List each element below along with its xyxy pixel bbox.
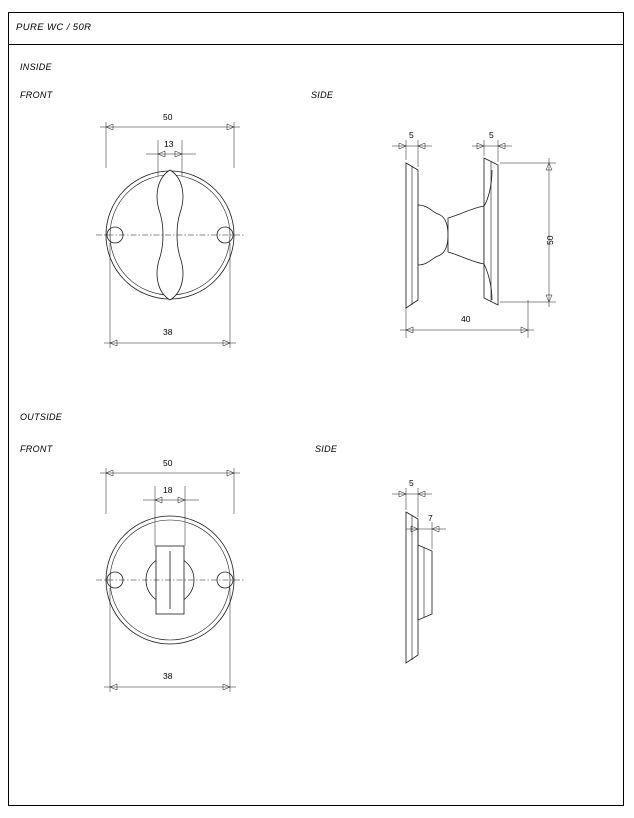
dim-outside-front-inner: 18 — [163, 485, 173, 495]
inside-side-dim-5-right — [472, 140, 512, 162]
dim-inside-front-bolt: 38 — [163, 327, 173, 337]
inside-front-view — [96, 170, 244, 300]
dim-outside-front-outer: 50 — [163, 458, 173, 468]
dim-inside-front-inner: 13 — [164, 139, 174, 149]
dim-inside-side-left-thickness: 5 — [409, 130, 414, 140]
dim-inside-front-outer: 50 — [163, 112, 173, 122]
outside-side-view — [406, 512, 432, 663]
outside-front-view — [96, 516, 244, 644]
outside-side-dim-5 — [392, 488, 432, 517]
dim-inside-side-right-thickness: 5 — [489, 130, 494, 140]
inside-side-view — [406, 158, 498, 308]
view-label-inside-side: SIDE — [311, 90, 334, 100]
drawing-title: PURE WC / 50R — [16, 22, 92, 33]
view-label-inside-front: FRONT — [20, 90, 53, 100]
dim-outside-side-thickness: 5 — [409, 478, 414, 488]
dim-inside-side-height: 50 — [545, 235, 555, 245]
view-label-outside-side: SIDE — [315, 444, 338, 454]
dim-inside-side-depth: 40 — [461, 314, 471, 324]
view-label-outside-front: FRONT — [20, 444, 53, 454]
inside-side-dim-5-left — [392, 140, 432, 167]
dim-outside-front-bolt: 38 — [163, 671, 173, 681]
section-label-inside: INSIDE — [20, 62, 52, 72]
inside-side-dim-50 — [500, 158, 556, 307]
section-label-outside: OUTSIDE — [20, 412, 63, 422]
dim-outside-side-boss: 7 — [428, 513, 433, 523]
